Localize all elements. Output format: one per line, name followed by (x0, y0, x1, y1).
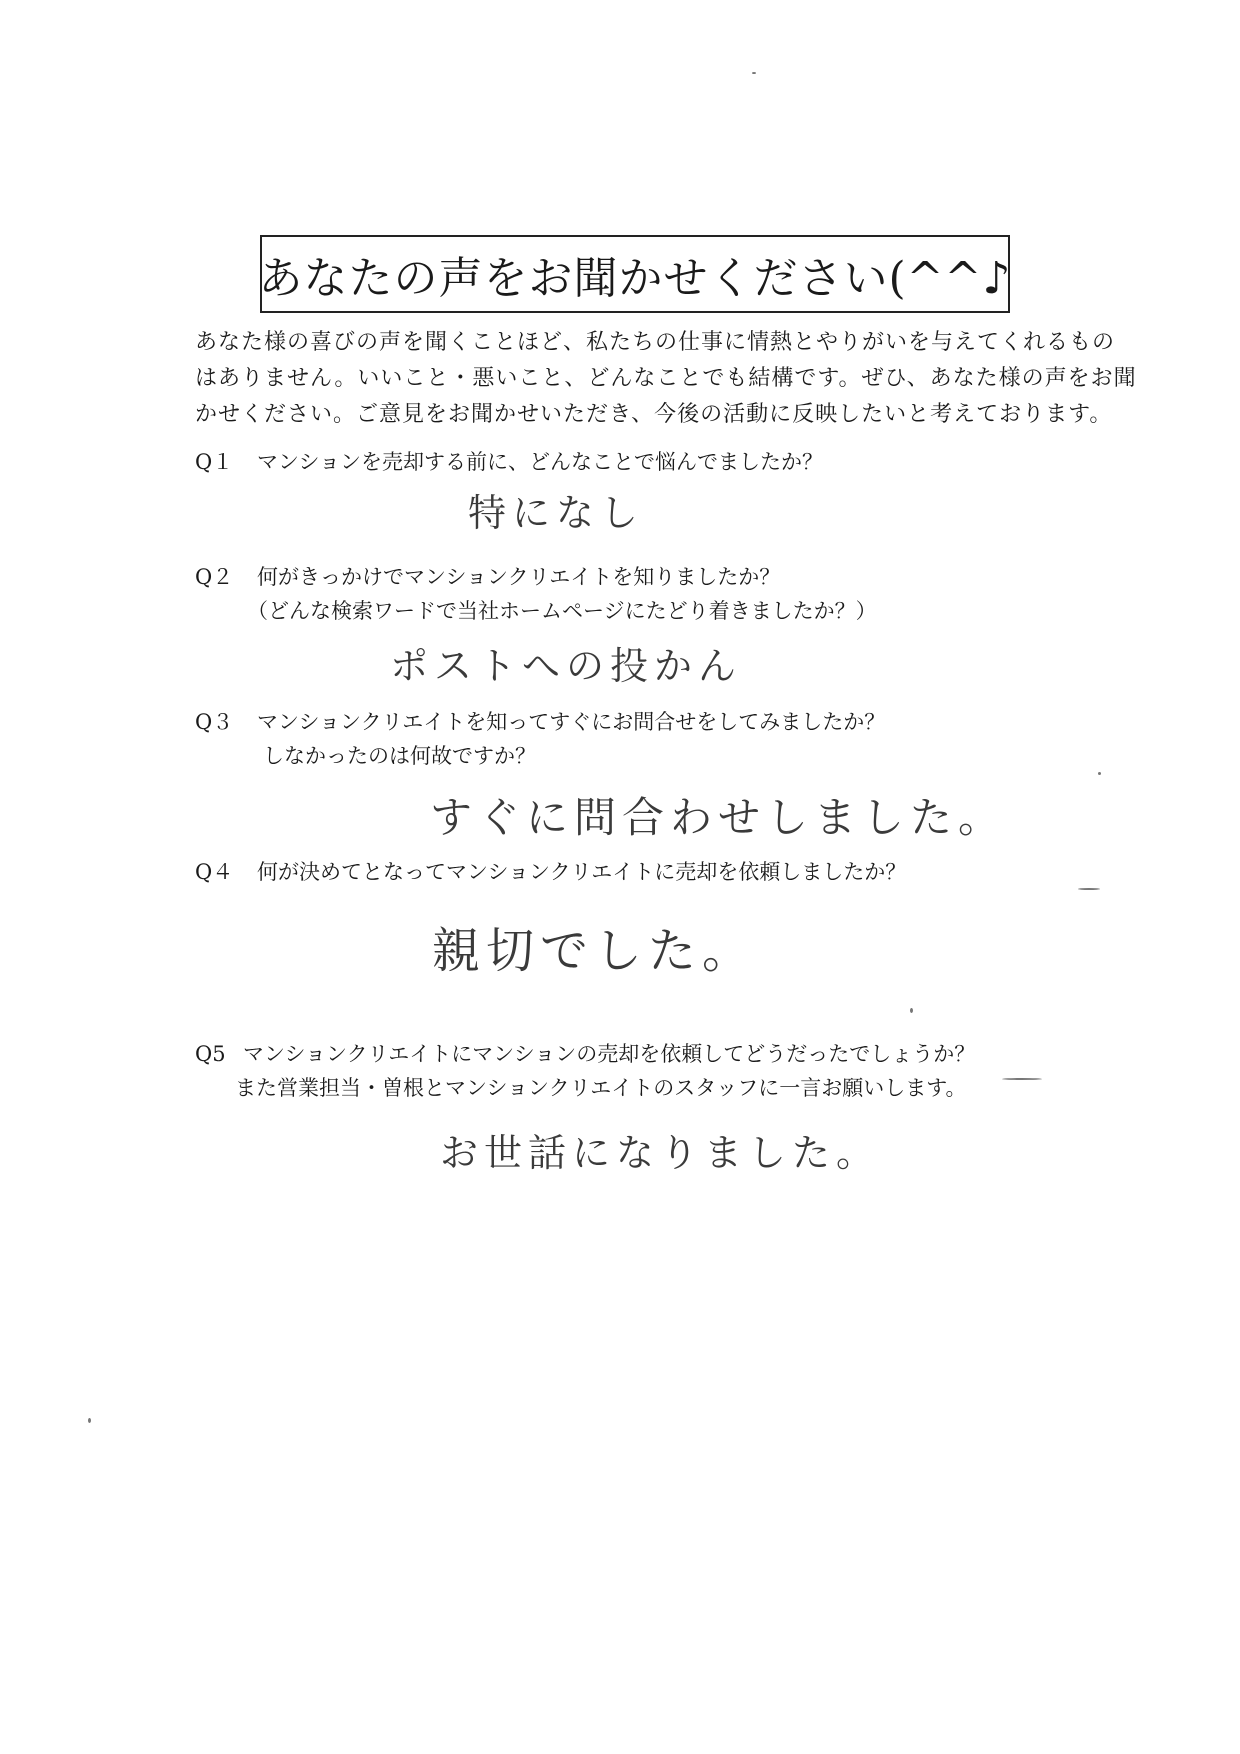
question-number: Q１ (195, 450, 234, 474)
answer-1: 特になし (468, 491, 645, 535)
question-number: Q5 (195, 1042, 226, 1066)
question-3 (195, 705, 885, 773)
question-text: 何がきっかけでマンションクリエイトを知りましたか？ (257, 565, 781, 589)
answer-5: お世話になりました。 (440, 1131, 881, 1175)
question-text: 何が決めてとなってマンションクリエイトに売却を依頼しましたか？ (257, 860, 907, 884)
question-number: Q２ (195, 565, 234, 589)
intro-line: はありません。いいこと・悪いこと、どんなことでも結構です。ぜひ、あなた様の声をお聞 (195, 366, 1137, 391)
question-subtext: しなかったのは何故ですか？ (263, 744, 536, 768)
scan-speck (752, 72, 756, 74)
question-subtext: また営業担当・曽根とマンションクリエイトのスタッフに一言お願いします。 (235, 1076, 967, 1100)
scan-speck (1002, 1078, 1042, 1080)
question-text: マンションクリエイトにマンションの売却を依頼してどうだったでしょうか？ (243, 1042, 976, 1066)
intro-line: かせください。ご意見をお聞かせいただき、今後の活動に反映したいと考えております。 (195, 402, 1113, 427)
question-number: Q３ (195, 710, 234, 734)
scan-speck (910, 1008, 913, 1013)
question-5 (195, 1037, 975, 1105)
scan-speck (1098, 772, 1101, 775)
question-2 (195, 560, 877, 628)
answer-2: ポストへの投かん (390, 644, 743, 688)
question-text: マンションを売却する前に、どんなことで悩んでましたか？ (257, 450, 824, 474)
scan-speck (88, 1418, 91, 1423)
question-text: マンションクリエイトを知ってすぐにお問合せをしてみましたか？ (257, 710, 886, 734)
scan-speck (1078, 888, 1100, 890)
answer-3: すぐに問合わせしました。 (430, 793, 1007, 842)
question-number: Q４ (195, 860, 234, 884)
title-box (260, 235, 1010, 313)
question-subtext: （どんな検索ワードで当社ホームページにたどり着きましたか？） (247, 599, 877, 623)
page-title: あなたの声をお聞かせください(^^♪ (258, 253, 1012, 304)
intro-line: あなた様の喜びの声を聞くことほど、私たちの仕事に情熱とやりがいを与えてくれるもの (195, 330, 1116, 355)
intro-text (195, 325, 1137, 433)
question-1 (195, 445, 823, 479)
answer-4: 親切でした。 (432, 923, 757, 979)
question-4 (195, 855, 906, 889)
